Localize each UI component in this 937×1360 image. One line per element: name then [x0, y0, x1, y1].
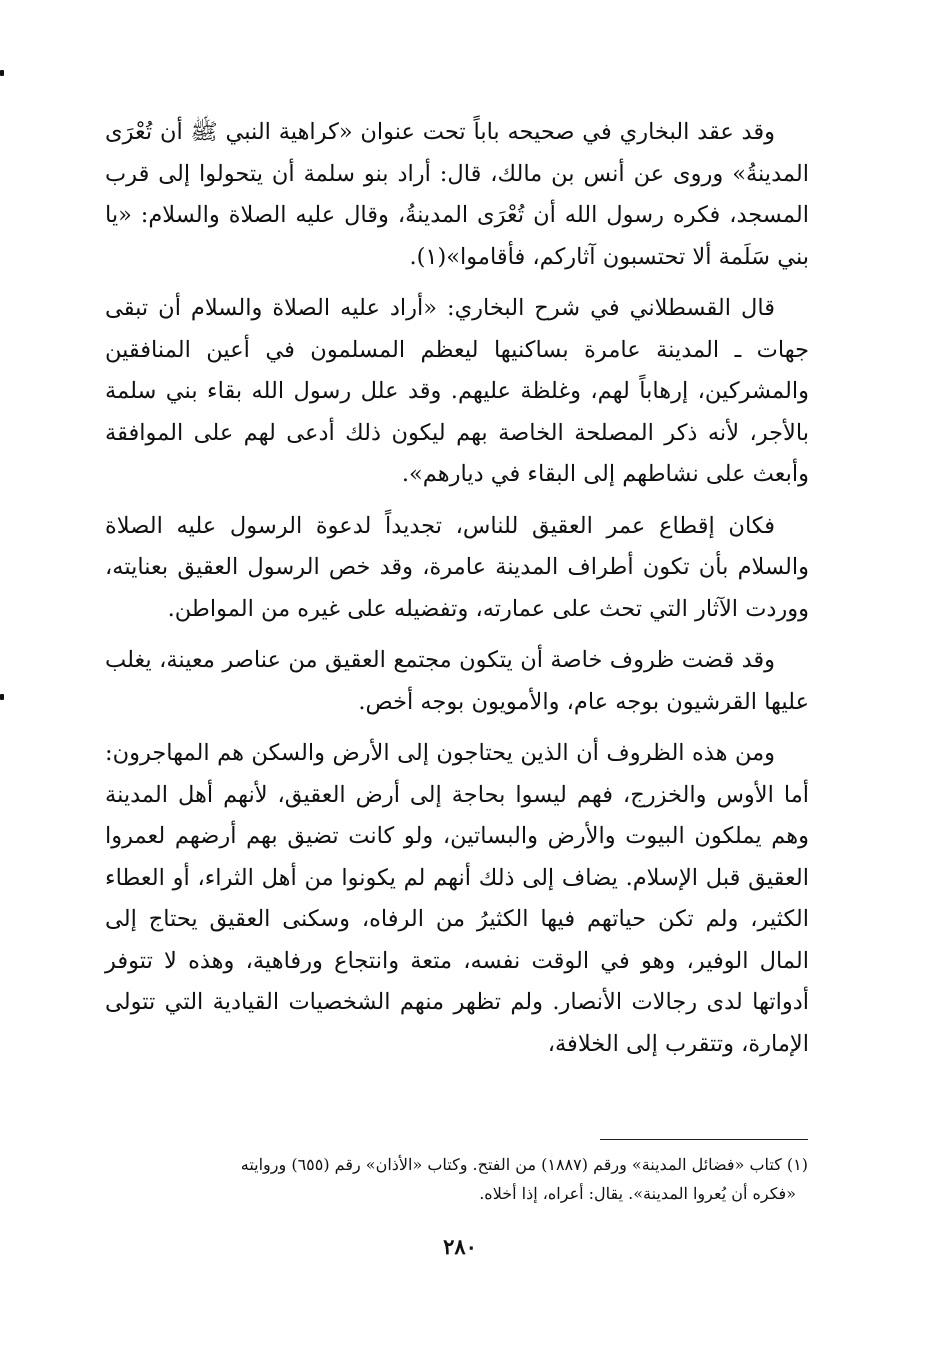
- margin-mark: [0, 694, 4, 700]
- footnote-separator: [600, 1139, 808, 1140]
- main-text: [105, 112, 809, 1065]
- footnote: [150, 1150, 808, 1208]
- paragraph: ومن هذه الظروف أن الذين يحتاجون إلى الأرض والسكن هم المهاجرون: أما الأوس والخزرج، فهم ليسوا بحاجة إلى أرض العقيق، لأنهم أهل المدينة وهم يملكون البيوت والأرض والبساتين، ولو كانت تضيق بهم أرضهم لعمروا العقيق قبل الإسلام. يضاف إلى ذلك أنهم لم يكونوا من أهل الثراء، أو العطاء الكثير، ولم تكن حياتهم فيها الكثيرُ من الرفاه، وسكنى العقيق يحتاج إلى المال الوفير، وهو في الوقت نفسه، متعة وانتجاع ورفاهية، وهذه لا تتوفر أدواتها لدى رجالات الأنصار. ولم تظهر منهم الشخصيات القيادية التي تتولى الإمارة، وتتقرب إلى الخلافة،: [105, 740, 809, 1057]
- paragraph: وقد عقد البخاري في صحيحه باباً تحت عنوان «كراهية النبي ﷺ أن تُعْرَى المدينةُ» وروى عن أنس بن مالك، قال: أراد بنو سلمة أن يتحولوا إلى قرب المسجد، فكره رسول الله أن تُعْرَى المدينةُ، وقال عليه الصلاة والسلام: «يا بني سَلَمة ألا تحتسبون آثاركم، فأقاموا»(١).: [105, 119, 809, 270]
- paragraph: قال القسطلاني في شرح البخاري: «أراد عليه الصلاة والسلام أن تبقى جهات ـ المدينة عامرة بساكنيها ليعظم المسلمون في أعين المنافقين والمشركين، إرهاباً لهم، وغلظة عليهم. وقد علل رسول الله بقاء بني سلمة بالأجر، لأنه ذكر المصلحة الخاصة بهم ليكون ذلك أدعى لهم على الموافقة وأبعث على نشاطهم إلى البقاء في ديارهم».: [105, 295, 809, 487]
- footnote-line: «فكره أن يُعروا المدينة». يقال: أعراه، إذا أخلاه.: [479, 1184, 796, 1203]
- footnote-line: (١) كتاب «فضائل المدينة» ورقم (١٨٨٧) من الفتح. وكتاب «الأذان» رقم (٦٥٥) وروايته: [240, 1155, 808, 1174]
- page-number: ٢٨٠: [443, 1234, 477, 1259]
- margin-mark: [0, 70, 4, 76]
- paragraph: فكان إقطاع عمر العقيق للناس، تجديداً لدعوة الرسول عليه الصلاة والسلام بأن تكون أطراف المدينة عامرة، وقد خص الرسول العقيق بعنايته، ووردت الآثار التي تحث على عمارته، وتفضيله على غيره من المواطن.: [105, 512, 809, 622]
- paragraph: وقد قضت ظروف خاصة أن يتكون مجتمع العقيق من عناصر معينة، يغلب عليها القرشيون بوجه عام، والأمويون بوجه أخص.: [105, 647, 809, 715]
